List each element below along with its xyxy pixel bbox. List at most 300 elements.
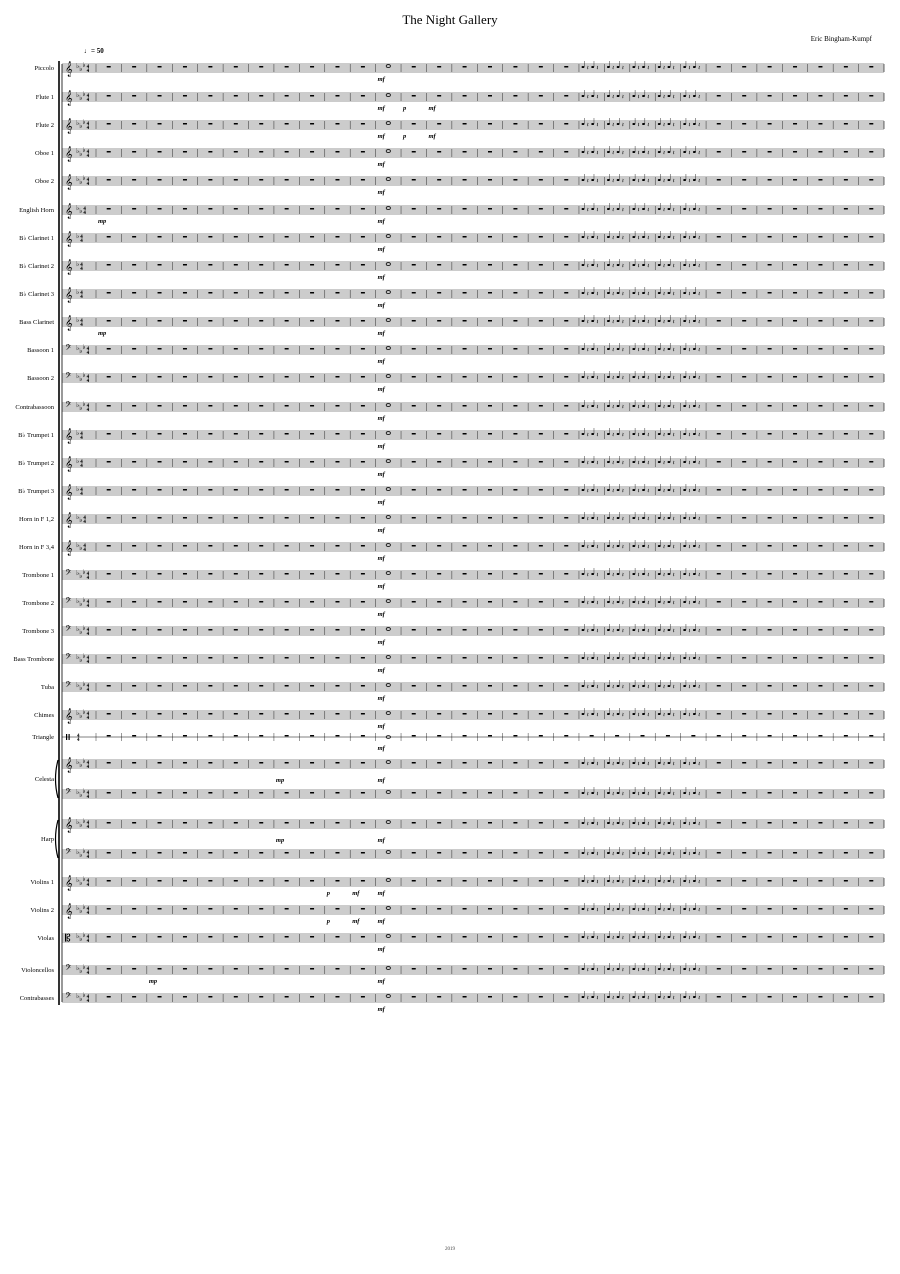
whole-rest (641, 735, 645, 736)
whole-rest (437, 762, 441, 763)
bass-clef-icon: 𝄢 (65, 344, 72, 355)
quarter-rest: 𝄽 (621, 713, 624, 719)
note-head (591, 348, 594, 350)
quarter-rest: 𝄽 (647, 517, 650, 523)
whole-rest (259, 376, 263, 377)
quarter-rest: 𝄽 (698, 908, 701, 914)
instrument-label: B♭ Trumpet 2 (18, 460, 54, 467)
whole-rest (463, 433, 467, 434)
note-head (591, 792, 594, 794)
whole-rest (539, 908, 543, 909)
note-head (642, 264, 645, 266)
whole-rest (564, 601, 568, 602)
note-head (658, 95, 661, 97)
whole-rest (310, 151, 314, 152)
whole-rest (844, 433, 848, 434)
whole-rest (412, 292, 416, 293)
whole-rest (717, 880, 721, 881)
whole-rest (234, 264, 238, 265)
whole-rest (310, 822, 314, 823)
quarter-rest: 𝄽 (596, 151, 599, 157)
quarter-rest: 𝄽 (596, 208, 599, 214)
whole-rest (158, 996, 162, 997)
flat-icon: ♭ (76, 625, 80, 633)
quarter-rest: 𝄽 (672, 179, 675, 185)
treble-clef-icon: 𝄞 (65, 118, 73, 133)
note-head (683, 657, 686, 659)
note-head (642, 66, 645, 68)
note-head (668, 179, 671, 181)
whole-rest (869, 968, 873, 969)
percussion-clef-icon (66, 734, 67, 740)
note-head (632, 123, 635, 125)
whole-rest (488, 151, 492, 152)
whole-rest (768, 179, 772, 180)
note-head (642, 489, 645, 491)
whole-rest (361, 908, 365, 909)
instrument-label: Triangle (32, 734, 54, 741)
whole-rest (361, 685, 365, 686)
whole-rest (717, 936, 721, 937)
flat-icon: ♭ (76, 485, 80, 493)
quarter-rest: 𝄽 (688, 461, 691, 467)
whole-rest (768, 908, 772, 909)
quarter-rest: 𝄽 (637, 405, 640, 411)
whole-rest (564, 629, 568, 630)
quarter-rest: 𝄽 (637, 66, 640, 72)
note-head (582, 996, 585, 998)
note-head (642, 348, 645, 350)
note-head (693, 264, 696, 266)
whole-rest (335, 517, 339, 518)
whole-rest (208, 236, 212, 237)
note-head (668, 573, 671, 575)
whole-rest (488, 545, 492, 546)
whole-rest (818, 908, 822, 909)
whole-rest (513, 996, 517, 997)
whole-rest (564, 348, 568, 349)
whole-rest (335, 735, 339, 736)
whole-rest (844, 545, 848, 546)
treble-clef-icon: 𝄞 (65, 540, 73, 555)
whole-rest (742, 852, 746, 853)
whole-rest (844, 348, 848, 349)
quarter-rest: 𝄽 (637, 762, 640, 768)
time-signature: 4 (80, 262, 83, 268)
quarter-rest: 𝄽 (663, 573, 665, 579)
whole-rest (234, 968, 238, 969)
dynamic-marking: mf (377, 890, 385, 897)
whole-rest (437, 461, 441, 462)
whole-rest (107, 461, 111, 462)
whole-rest (132, 685, 136, 686)
quarter-rest: 𝄽 (612, 179, 615, 185)
note-head (693, 66, 696, 68)
flat-icon: ♭ (82, 787, 86, 795)
quarter-rest: 𝄽 (586, 179, 589, 185)
whole-rest (513, 822, 517, 823)
quarter-rest: 𝄽 (596, 822, 599, 828)
whole-rest (539, 822, 543, 823)
quarter-rest: 𝄽 (647, 489, 650, 495)
note-head (683, 822, 686, 824)
dynamic-marking: mf (377, 946, 385, 953)
quarter-rest: 𝄽 (637, 433, 640, 439)
whole-rest (285, 908, 289, 909)
dynamic-marking: p (326, 890, 331, 897)
whole-rest (234, 629, 238, 630)
whole-rest (335, 657, 339, 658)
whole-rest (869, 292, 873, 293)
quarter-rest: 𝄽 (647, 685, 650, 691)
whole-rest (869, 762, 873, 763)
instrument-label: Piccolo (34, 65, 54, 72)
whole-rest (208, 852, 212, 853)
whole-rest (742, 236, 746, 237)
whole-rest (768, 713, 772, 714)
whole-rest (742, 685, 746, 686)
whole-rest (717, 792, 721, 793)
whole-rest (793, 713, 797, 714)
whole-rest (488, 880, 492, 881)
quarter-rest: 𝄽 (612, 433, 615, 439)
note-head (642, 762, 645, 764)
whole-rest (513, 908, 517, 909)
flat-icon: ♭ (76, 818, 80, 826)
whole-rest (869, 461, 873, 462)
whole-rest (107, 968, 111, 969)
whole-rest (107, 936, 111, 937)
whole-rest (208, 713, 212, 714)
time-signature: 4 (77, 733, 80, 739)
whole-rest (768, 320, 772, 321)
note-head (617, 236, 620, 238)
whole-rest (768, 123, 772, 124)
whole-rest (107, 66, 111, 67)
quarter-rest: 𝄽 (596, 66, 599, 72)
whole-rest (107, 735, 111, 736)
note-head (582, 685, 585, 687)
quarter-rest: 𝄽 (596, 762, 599, 768)
whole-rest (539, 179, 543, 180)
whole-rest (412, 880, 416, 881)
note-head (617, 461, 620, 463)
quarter-rest: 𝄽 (698, 151, 701, 157)
whole-rest (259, 433, 263, 434)
time-signature: 4 (86, 64, 90, 70)
whole-rest (844, 908, 848, 909)
time-signature: 4 (86, 379, 90, 384)
whole-rest (539, 348, 543, 349)
note-head (683, 489, 686, 491)
whole-rest (844, 573, 848, 574)
whole-rest (361, 123, 365, 124)
whole-rest (285, 657, 289, 658)
note-head (617, 264, 620, 266)
whole-rest (488, 348, 492, 349)
whole-rest (132, 936, 136, 937)
whole-rest (208, 685, 212, 686)
time-signature: 4 (83, 543, 86, 549)
quarter-rest: 𝄽 (612, 66, 615, 72)
whole-rest (717, 66, 721, 67)
note-head (582, 151, 585, 153)
whole-rest (818, 657, 822, 658)
note-head (693, 433, 696, 435)
note-head (632, 996, 635, 998)
dynamic-marking: mp (148, 978, 158, 985)
whole-rest (793, 735, 797, 736)
quarter-rest: 𝄽 (612, 908, 615, 914)
whole-rest (793, 852, 797, 853)
note-head (617, 762, 620, 764)
note-head (591, 405, 594, 407)
dynamic-marking: mp (98, 218, 107, 225)
whole-rest (361, 320, 365, 321)
whole-rest (564, 376, 568, 377)
whole-rest (285, 545, 289, 546)
whole-rest (361, 292, 365, 293)
whole-rest (564, 433, 568, 434)
whole-rest (793, 629, 797, 630)
whole-rest (234, 292, 238, 293)
whole-rest (488, 908, 492, 909)
whole-rest (234, 713, 238, 714)
note-head (582, 968, 585, 970)
whole-rest (488, 735, 492, 736)
quarter-rest: 𝄽 (596, 123, 599, 129)
note-head (642, 95, 645, 97)
whole-rest (437, 822, 441, 823)
whole-rest (234, 735, 238, 736)
quarter-rest: 𝄽 (621, 601, 624, 607)
whole-rest (234, 95, 238, 96)
quarter-rest: 𝄽 (647, 880, 650, 886)
note-head (642, 236, 645, 238)
note-head (582, 936, 585, 938)
whole-rest (132, 545, 136, 546)
whole-rest (335, 601, 339, 602)
quarter-rest: 𝄽 (586, 489, 589, 495)
whole-rest (793, 376, 797, 377)
time-signature: 4 (86, 121, 90, 127)
quarter-rest: 𝄽 (621, 320, 624, 326)
whole-rest (158, 517, 162, 518)
note-head (591, 657, 594, 659)
whole-rest (361, 996, 365, 997)
whole-rest (793, 517, 797, 518)
quarter-rest: 𝄽 (698, 348, 701, 354)
whole-rest (132, 996, 136, 997)
flat-icon: ♭ (82, 174, 86, 182)
note-head (683, 880, 686, 882)
quarter-rest: 𝄽 (688, 601, 691, 607)
whole-rest (793, 179, 797, 180)
flat-icon: ♭ (82, 400, 86, 408)
quarter-rest: 𝄽 (637, 236, 640, 242)
whole-rest (335, 908, 339, 909)
whole-rest (285, 629, 289, 630)
quarter-rest: 𝄽 (637, 95, 640, 101)
whole-rest (107, 713, 111, 714)
quarter-rest: 𝄽 (688, 376, 691, 382)
note-head (683, 908, 686, 910)
note-head (617, 601, 620, 603)
whole-rest (437, 792, 441, 793)
quarter-rest: 𝄽 (647, 461, 650, 467)
flat-icon: ♭ (79, 879, 83, 887)
whole-rest (844, 292, 848, 293)
whole-rest (768, 629, 772, 630)
quarter-rest: 𝄽 (672, 822, 675, 828)
quarter-rest: 𝄽 (586, 852, 589, 858)
note-head (668, 685, 671, 687)
time-signature: 4 (80, 318, 83, 324)
quarter-rest: 𝄽 (586, 151, 589, 157)
quarter-rest: 𝄽 (586, 629, 589, 635)
whole-rest (361, 264, 365, 265)
whole-rest (412, 66, 416, 67)
whole-rest (437, 936, 441, 937)
whole-rest (539, 292, 543, 293)
whole-rest (208, 996, 212, 997)
quarter-rest: 𝄽 (663, 433, 665, 439)
whole-rest (539, 735, 543, 736)
instrument-label: Contrabasses (19, 995, 54, 1002)
dynamic-marking: mf (377, 189, 385, 196)
whole-rest (259, 573, 263, 574)
whole-rest (335, 545, 339, 546)
whole-rest (717, 762, 721, 763)
whole-rest (208, 517, 212, 518)
note-head (607, 151, 610, 153)
note-head (668, 264, 671, 266)
note-head (607, 66, 610, 68)
flat-icon: ♭ (76, 848, 80, 856)
whole-rest (564, 264, 568, 265)
quarter-rest: 𝄽 (621, 264, 624, 270)
quarter-rest: 𝄽 (698, 320, 701, 326)
grand-staff-brace (56, 760, 59, 798)
note-head (683, 762, 686, 764)
whole-rest (793, 264, 797, 265)
note-head (582, 657, 585, 659)
note-head (607, 908, 610, 910)
quarter-rest: 𝄽 (586, 320, 589, 326)
quarter-rest: 𝄽 (637, 123, 640, 129)
whole-rest (717, 996, 721, 997)
whole-rest (183, 95, 187, 96)
note-head (658, 292, 661, 294)
quarter-rest: 𝄽 (663, 822, 665, 828)
note-head (632, 908, 635, 910)
whole-rest (259, 996, 263, 997)
flat-icon: ♭ (76, 709, 80, 717)
whole-rest (463, 792, 467, 793)
bass-clef-icon: 𝄢 (65, 401, 72, 412)
whole-rest (234, 517, 238, 518)
note-head (591, 968, 594, 970)
flat-icon: ♭ (79, 178, 83, 186)
whole-rest (234, 151, 238, 152)
whole-rest (742, 320, 746, 321)
quarter-rest: 𝄽 (596, 852, 599, 858)
whole-rest (793, 822, 797, 823)
whole-rest (412, 852, 416, 853)
note-head (607, 936, 610, 938)
time-signature: 4 (86, 966, 90, 972)
flat-icon: ♭ (82, 847, 86, 855)
note-head (591, 433, 594, 435)
note-head (693, 852, 696, 854)
whole-rest (259, 208, 263, 209)
whole-rest (513, 95, 517, 96)
whole-rest (869, 880, 873, 881)
whole-rest (488, 968, 492, 969)
quarter-rest: 𝄽 (612, 95, 615, 101)
bass-clef-icon: 𝄢 (65, 848, 72, 859)
whole-rest (869, 151, 873, 152)
whole-rest (742, 461, 746, 462)
quarter-rest: 𝄽 (637, 792, 640, 798)
quarter-rest: 𝄽 (586, 236, 589, 242)
dynamic-marking: mf (377, 918, 385, 925)
note-head (693, 685, 696, 687)
whole-rest (132, 95, 136, 96)
whole-rest (259, 517, 263, 518)
flat-icon: ♭ (76, 597, 80, 605)
note-head (591, 179, 594, 181)
quarter-rest: 𝄽 (672, 685, 675, 691)
whole-rest (132, 629, 136, 630)
whole-rest (869, 792, 873, 793)
quarter-rest: 𝄽 (688, 713, 691, 719)
quarter-rest: 𝄽 (688, 685, 691, 691)
whole-rest (335, 151, 339, 152)
note-head (607, 852, 610, 854)
quarter-rest: 𝄽 (586, 405, 589, 411)
note-head (632, 66, 635, 68)
note-head (582, 179, 585, 181)
quarter-rest: 𝄽 (698, 968, 701, 974)
whole-rest (437, 236, 441, 237)
note-head (632, 629, 635, 631)
whole-rest (310, 95, 314, 96)
dynamic-marking: mf (377, 639, 385, 646)
quarter-rest: 𝄽 (612, 545, 615, 551)
whole-rest (768, 95, 772, 96)
dynamic-marking: mf (377, 274, 385, 281)
whole-rest (717, 208, 721, 209)
whole-rest (107, 208, 111, 209)
quarter-rest: 𝄽 (663, 348, 665, 354)
note-head (693, 517, 696, 519)
whole-rest (259, 95, 263, 96)
note-head (683, 461, 686, 463)
whole-rest (208, 489, 212, 490)
whole-rest (285, 320, 289, 321)
dynamic-marking: mf (377, 745, 385, 752)
flat-icon: ♭ (79, 544, 83, 552)
whole-rest (132, 657, 136, 658)
quarter-rest: 𝄽 (688, 573, 691, 579)
note-head (591, 685, 594, 687)
whole-rest (768, 433, 772, 434)
whole-rest (463, 936, 467, 937)
quarter-rest: 𝄽 (688, 968, 691, 974)
instrument-label: English Horn (19, 207, 54, 214)
quarter-rest: 𝄽 (647, 405, 650, 411)
